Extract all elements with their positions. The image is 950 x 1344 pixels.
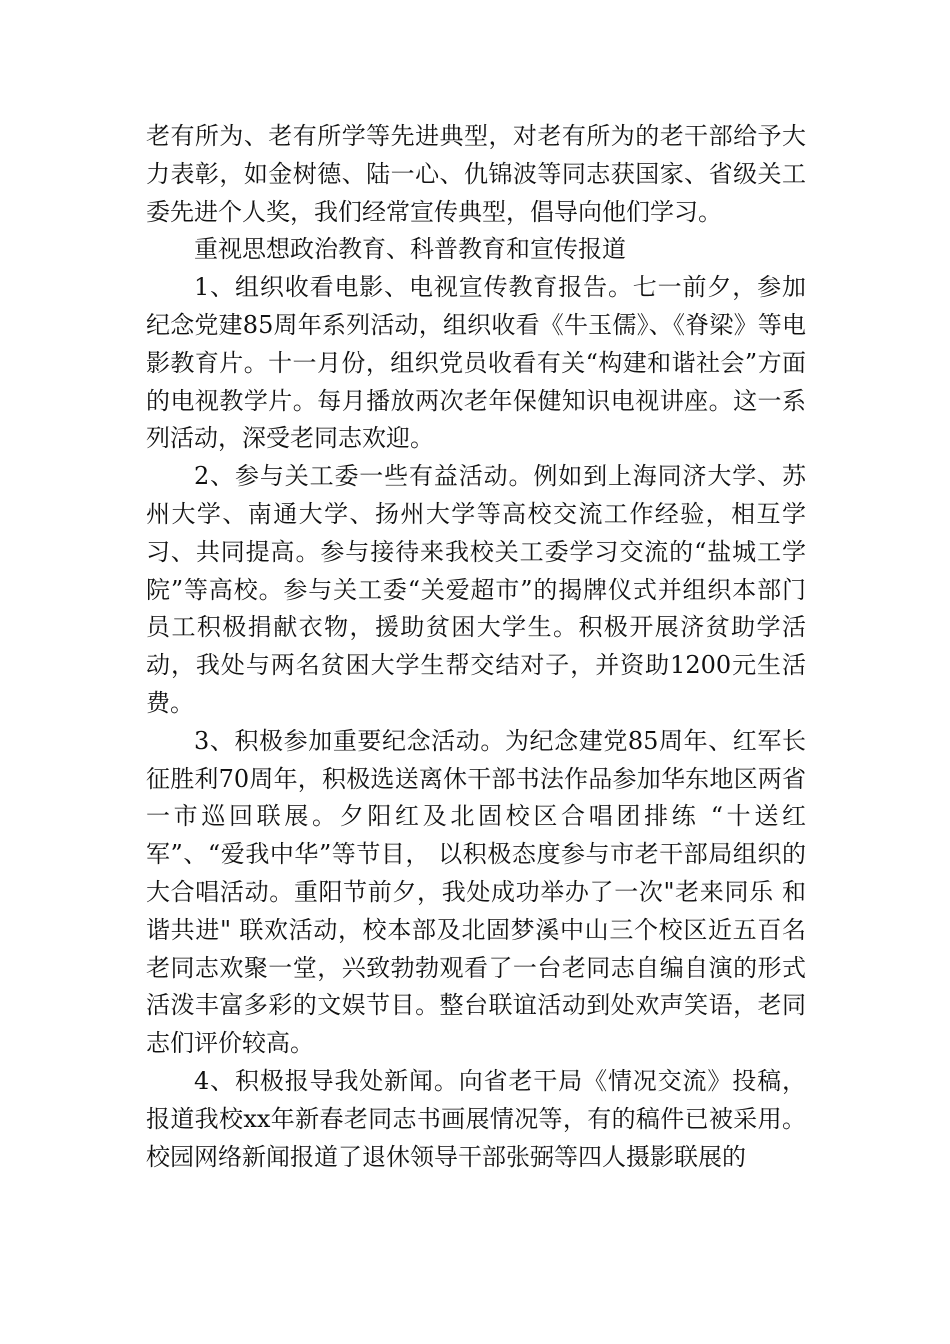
paragraph-continuation: 老有所为、老有所学等先进典型，对老有所为的老干部给予大力表彰，如金树德、陆一心、仇锦波等同志获国家、省级关工委先进个人奖，我们经常宣传典型，倡导向他们学习。 <box>146 122 806 226</box>
document-page <box>146 118 806 1176</box>
paragraph-item-4: 4、积极报导我处新闻。向省老干局《情况交流》投稿，报道我校xx年新春老同志书画展情况等，有的稿件已被采用。校园网络新闻报道了退休领导干部张弼等四人摄影联展的 <box>146 1066 806 1171</box>
paragraph-item-3: 3、积极参加重要纪念活动。为纪念建党85周年、红军长征胜利70周年，积极选送离休干部书法作品参加华东地区两省一市巡回联展。夕阳红及北固校区合唱团排练 “十送红军”、“爱我中华”等节目， 以积极态度参与市老干部局组织的大合唱活动。重阳节前夕，我处成功举办了一次"老来同乐 和谐共进" 联欢活动，校本部及北固梦溪中山三个校区近五百名老同志欢聚一堂，兴致勃勃观看了一台老同志自编自演的形式活泼丰富多彩的文娱节目。整台联谊活动到处欢声笑语，老同志们评价较高。 <box>146 726 806 1058</box>
section-heading: 重视思想政治教育、科普教育和宣传报道 <box>194 235 626 264</box>
paragraph-item-2: 2、参与关工委一些有益活动。例如到上海同济大学、苏州大学、南通大学、扬州大学等高校交流工作经验，相互学习、共同提高。参与接待来我校关工委学习交流的“盐城工学院”等高校。参与关工委“关爱超市”的揭牌仪式并组织本部门员工积极捐献衣物，援助贫困大学生。积极开展济贫助学活动，我处与两名贫困大学生帮交结对子，并资助1200元生活费。 <box>146 462 806 717</box>
paragraph-item-1: 1、组织收看电影、电视宣传教育报告。七一前夕，参加纪念党建85周年系列活动，组织收看《牛玉儒》、《脊梁》等电影教育片。十一月份，组织党员收看有关“构建和谐社会”方面的电视教学片。每月播放两次老年保健知识电视讲座。这一系列活动，深受老同志欢迎。 <box>146 273 806 453</box>
